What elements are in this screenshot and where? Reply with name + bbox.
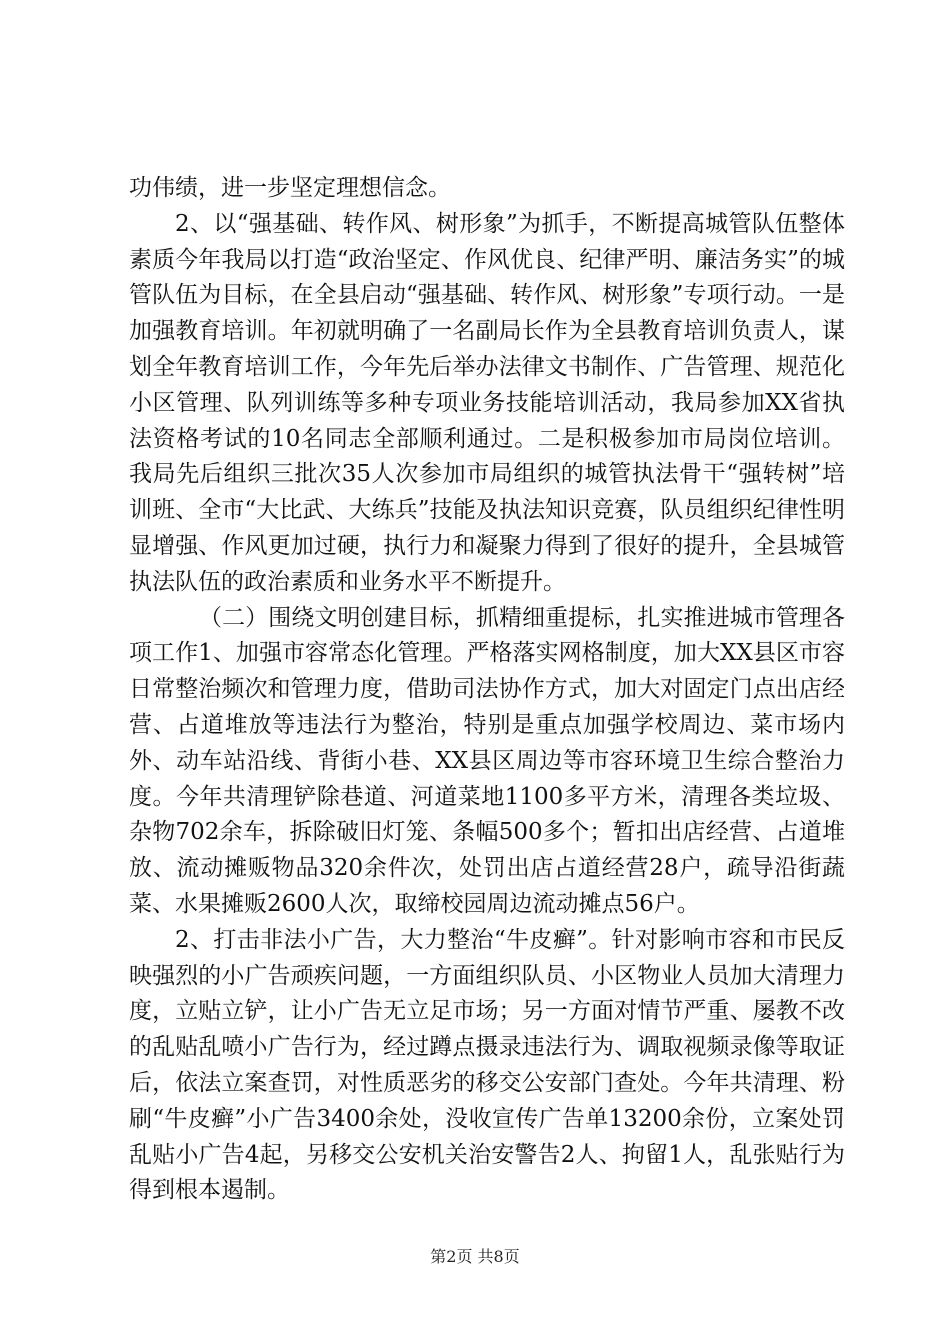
- document-body: [129, 171, 845, 1209]
- paragraph-continuation: 功伟绩，进一步坚定理想信念。: [129, 175, 451, 201]
- paragraph-team-quality: 2、以“强基础、转作风、树形象”为抓手，不断提高城管队伍整体素质今年我局以打造“政治坚定、作风优良、纪律严明、廉洁务实”的城管队伍为目标，在全县启动“强基础、转作风、树形象”专项行动。一是加强教育培训。年初就明确了一名副局长作为全县教育培训负责人，谋划全年教育培训工作，今年先后举办法律文书制作、广告管理、规范化小区管理、队列训练等多种专项业务技能培训活动，我局参加XX省执法资格考试的10名同志全部顺利通过。二是积极参加市局岗位培训。我局先后组织三批次35人次参加市局组织的城管执法骨干“强转树”培训班、全市“大比武、大练兵”技能及执法知识竞赛，队员组织纪律性明显增强、作风更加过硬，执行力和凝聚力得到了很好的提升，全县城管执法队伍的政治素质和业务水平不断提升。: [129, 210, 845, 595]
- paragraph-city-management: （二）围绕文明创建目标，抓精细重提标，扎实推进城市管理各项工作1、加强市容常态化管理。严格落实网格制度，加大XX县区市容日常整治频次和管理力度，借助司法协作方式，加大对固定门点出店经营、占道堆放等违法行为整治，特别是重点加强学校周边、菜市场内外、动车站沿线、背街小巷、XX县区周边等市容环境卫生综合整治力度。今年共清理铲除巷道、河道菜地1100多平方米，清理各类垃圾、杂物702余车，拆除破旧灯笼、条幅500多个；暂扣出店经营、占道堆放、流动摊贩物品320余件次，处罚出店占道经营28户，疏导沿街蔬菜、水果摊贩2600人次，取缔校园周边流动摊点56户。: [129, 604, 845, 917]
- page-footer: 第2页 共8页: [430, 1247, 520, 1266]
- paragraph-illegal-ads: 2、打击非法小广告，大力整治“牛皮癣”。针对影响市容和市民反映强烈的小广告顽疾问题，一方面组织队员、小区物业人员加大清理力度，立贴立铲，让小广告无立足市场；另一方面对情节严重、屡教不改的乱贴乱喷小广告行为，经过蹲点摄录违法行为、调取视频录像等取证后，依法立案查罚，对性质恶劣的移交公安部门查处。今年共清理、粉刷“牛皮癣”小广告3400余处，没收宣传广告单13200余份，立案处罚乱贴小广告4起，另移交公安机关治安警告2人、拘留1人，乱张贴行为得到根本遏制。: [129, 926, 845, 1204]
